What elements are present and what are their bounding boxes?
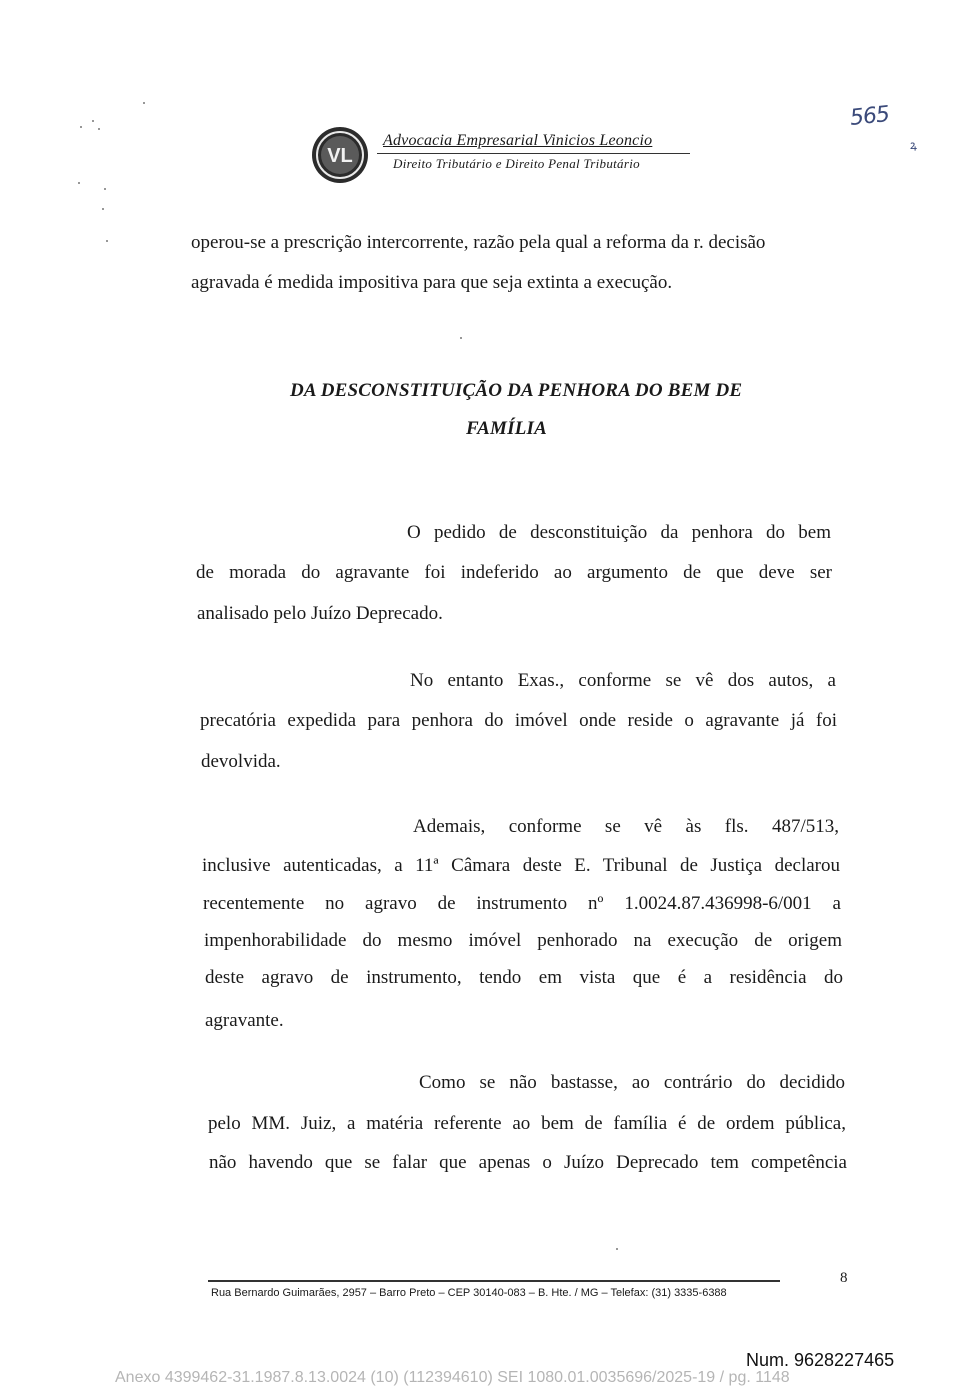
scan-speck [102,208,104,210]
p2-line-2: precatória expedida para penhora do imóvel onde reside o agravante já foi [200,710,837,731]
intro-line-2: agravada é medida impositiva para que seja extinta a execução. [191,272,673,293]
scan-speck [616,1248,618,1250]
scan-speck [78,182,80,184]
footer-rule [208,1280,780,1282]
page-number: 8 [840,1270,848,1286]
header-rule [377,153,690,154]
p2-line-3: devolvida. [201,751,281,772]
annex-reference: Anexo 4399462-31.1987.8.13.0024 (10) (112394610) SEI 1080.01.0035696/2025-19 / pg. 1148 [115,1369,790,1386]
firm-subtitle: Direito Tributário e Direito Penal Tributário [393,156,640,171]
intro-line-1: operou-se a prescrição intercorrente, razão pela qual a reforma da r. decisão [191,232,766,253]
p3-line-5: deste agravo de instrumento, tendo em vista que é a residência do [205,967,843,988]
scan-speck [98,128,100,130]
scan-speck [80,126,82,128]
p4-line-2: pelo MM. Juiz, a matéria referente ao bem de família é de ordem pública, [208,1113,846,1134]
p1-line-1: O pedido de desconstituição da penhora do bem [407,522,831,543]
footer-address: Rua Bernardo Guimarães, 2957 – Barro Preto – CEP 30140-083 – B. Hte. / MG – Telefax: (31) 3335-6388 [211,1287,727,1299]
p3-line-6: agravante. [205,1010,284,1031]
p3-line-4: impenhorabilidade do mesmo imóvel penhorado na execução de origem [204,930,842,951]
p2-line-1: No entanto Exas., conforme se vê dos autos, a [410,670,836,691]
handwritten-mark: ꝝ [910,138,917,152]
firm-logo [311,126,369,184]
svg-text:VL: VL [327,145,353,167]
document-number: Num. 9628227465 [746,1350,895,1370]
firm-name: Advocacia Empresarial Vinicios Leoncio [383,132,653,149]
p3-line-3: recentemente no agravo de instrumento nº 1.0024.87.436998-6/001 a [203,893,841,914]
scan-speck [104,188,106,190]
handwritten-page-number: 565 [848,102,891,131]
p3-line-1: Ademais, conforme se vê às fls. 487/513, [413,816,839,837]
p4-line-3: não havendo que se falar que apenas o Juízo Deprecado tem competência [209,1152,847,1173]
p4-line-1: Como se não bastasse, ao contrário do decidido [419,1072,845,1093]
section-heading-line-2: FAMÍLIA [466,418,547,439]
scan-speck [92,120,94,122]
section-heading-line-1: DA DESCONSTITUIÇÃO DA PENHORA DO BEM DE [290,380,743,401]
scan-speck [143,102,145,104]
p3-line-2: inclusive autenticadas, a 11ª Câmara deste E. Tribunal de Justiça declarou [202,855,840,876]
scan-speck [106,240,108,242]
p1-line-2: de morada do agravante foi indeferido ao argumento de que deve ser [196,562,832,583]
p1-line-3: analisado pelo Juízo Deprecado. [197,603,443,624]
scan-speck [460,337,462,339]
